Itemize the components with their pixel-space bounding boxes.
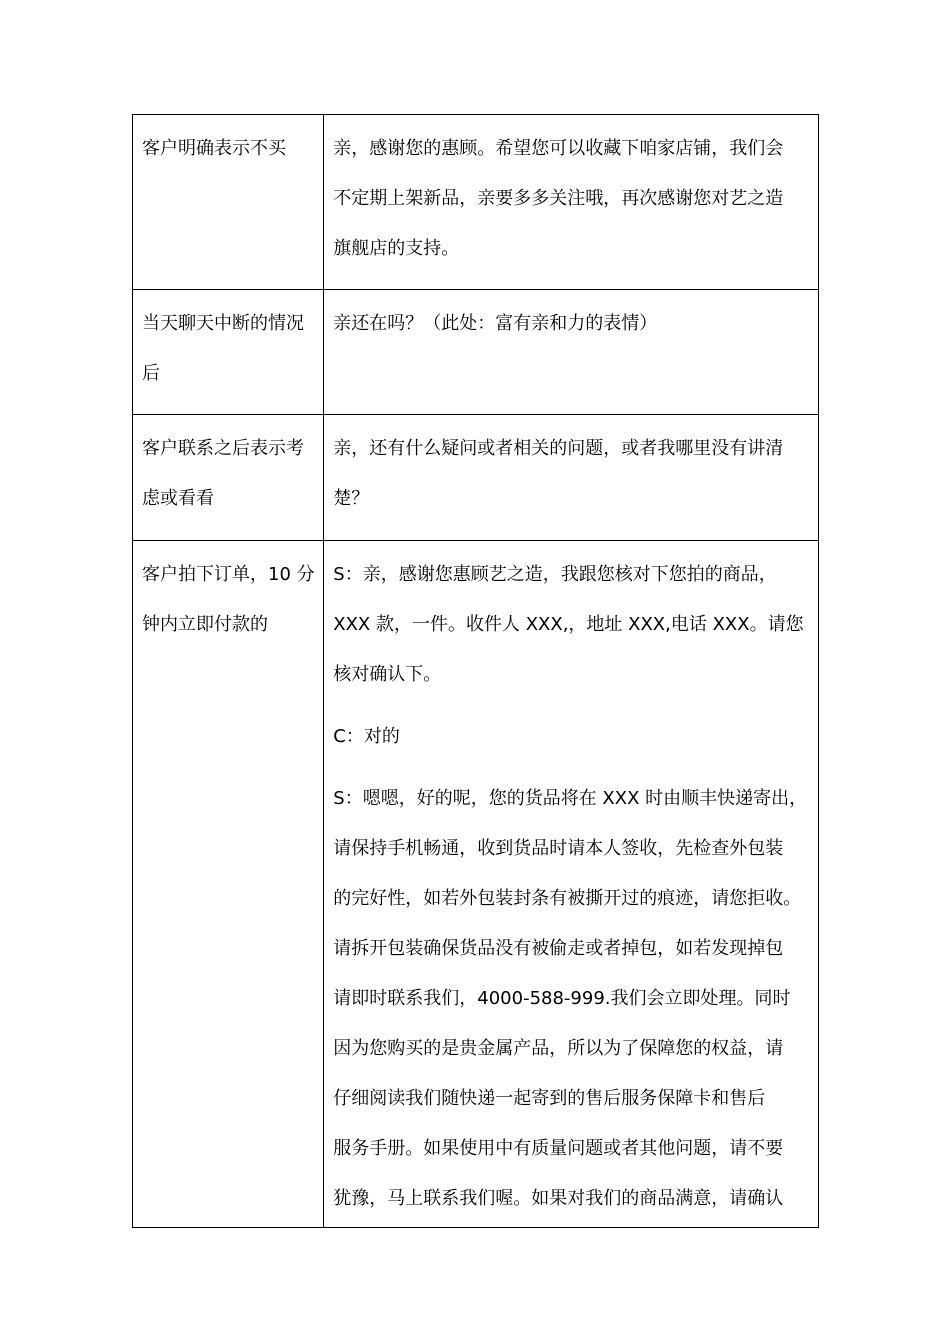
reply-text: 的完好性，如若外包装封条有被撕开过的痕迹，请您拒收。 <box>333 888 802 909</box>
scenario-cell <box>133 541 324 1228</box>
reply-paragraph <box>333 550 810 700</box>
reply-paragraph <box>333 299 810 349</box>
reply-text: 犹豫，马上联系我们喔。如果对我们的商品满意，请确认 <box>333 1188 784 1209</box>
table-row <box>133 115 819 290</box>
reply-text: 旗舰店的支持。 <box>333 238 460 259</box>
scenario-text: 客户拍下订单，10 分 <box>142 564 315 585</box>
reply-text: XXX 款，一件。收件人 XXX,，地址 XXX,电话 XXX。请您 <box>333 614 804 635</box>
reply-text: 亲，还有什么疑问或者相关的问题，或者我哪里没有讲清 <box>333 438 784 459</box>
reply-text: 楚？ <box>333 488 370 509</box>
scenario-text: 钟内立即付款的 <box>142 614 268 635</box>
reply-text: 亲还在吗？（此处：富有亲和力的表情） <box>333 313 658 334</box>
table-row <box>133 290 819 415</box>
scenario-text: 客户明确表示不买 <box>142 138 286 159</box>
reply-cell <box>324 415 819 541</box>
reply-text: 核对确认下。 <box>333 664 442 685</box>
reply-text: 因为您购买的是贵金属产品，所以为了保障您的权益，请 <box>333 1038 784 1059</box>
reply-text: 请即时联系我们，4000-588-999.我们会立即处理。同时 <box>333 988 791 1009</box>
reply-text: 仔细阅读我们随快递一起寄到的售后服务保障卡和售后 <box>333 1088 766 1109</box>
reply-text: 不定期上架新品，亲要多多关注哦，再次感谢您对艺之造 <box>333 188 784 209</box>
scenario-text: 客户联系之后表示考 <box>142 438 304 459</box>
scenario-text: 后 <box>142 363 160 384</box>
reply-text: S：嗯嗯，好的呢，您的货品将在 XXX 时由顺丰快递寄出， <box>333 788 808 809</box>
scenario-cell <box>133 415 324 541</box>
reply-paragraph <box>333 424 810 524</box>
reply-text: 请保持手机畅通，收到货品时请本人签收，先检查外包装 <box>333 838 784 859</box>
scenario-cell <box>133 290 324 415</box>
scenario-cell <box>133 115 324 290</box>
reply-text: 请拆开包装确保货品没有被偷走或者掉包，如若发现掉包 <box>333 938 784 959</box>
reply-cell <box>324 290 819 415</box>
table-row <box>133 541 819 1228</box>
table-row <box>133 415 819 541</box>
service-script-table <box>132 114 819 1228</box>
reply-text: S：亲，感谢您惠顾艺之造，我跟您核对下您拍的商品， <box>333 564 777 585</box>
reply-paragraph <box>333 124 810 274</box>
scenario-text: 虑或看看 <box>142 488 214 509</box>
reply-text: 服务手册。如果使用中有质量问题或者其他问题，请不要 <box>333 1138 784 1159</box>
reply-text: C：对的 <box>333 726 400 747</box>
reply-text: 亲，感谢您的惠顾。希望您可以收藏下咱家店铺，我们会 <box>333 138 784 159</box>
reply-paragraph <box>333 774 810 1224</box>
scenario-text: 当天聊天中断的情况 <box>142 313 304 334</box>
reply-cell <box>324 541 819 1228</box>
reply-paragraph <box>333 712 810 762</box>
reply-cell <box>324 115 819 290</box>
